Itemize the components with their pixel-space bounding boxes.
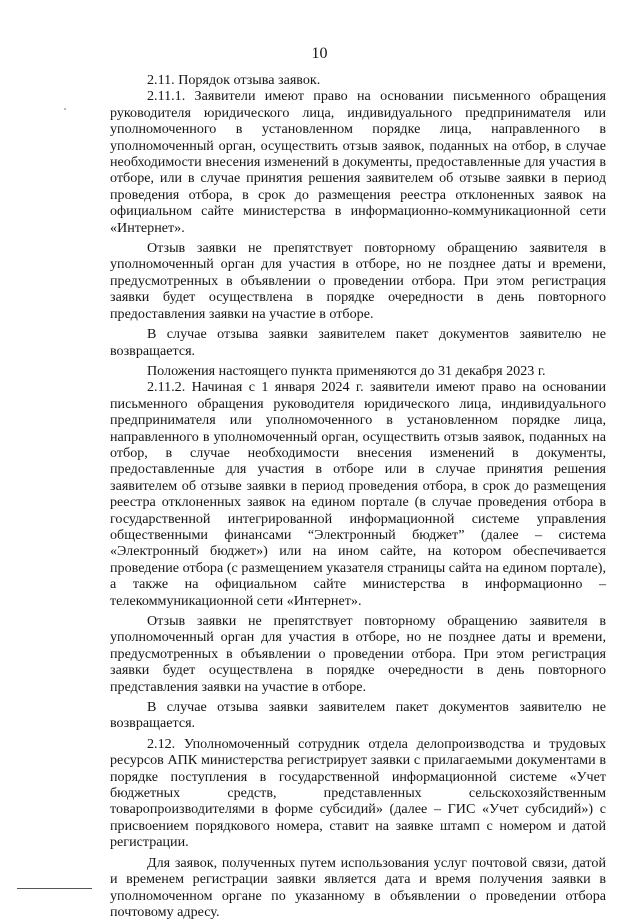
page-number: 10 [311,45,328,62]
paragraph-withdrawal-note-2: Отзыв заявки не препятствует повторному обращению заявителя в уполномоченный орган для участия в отборе, но не позднее даты и времени, предусмотренных в объявлении о проведении отбора. При этом регистрация заявки будет осуществлена в порядке очередности в день повторного представления заявки на участие в отборе. [110,613,606,695]
footnote-separator [17,888,92,889]
section-heading-2-11: 2.11. Порядок отзыва заявок. [147,72,321,88]
paragraph-2-11-2: 2.11.2. Начиная с 1 января 2024 г. заявители имеют право на основании письменного обращения руководителя юридического лица, индивидуального предпринимателя или уполномоченного в установленном порядке лица, направленного в уполномоченный орган, осуществить отзыв заявок, поданных на отбор, в случае необходимости внесения изменений в документы, предоставленные для участия в отборе или в случае принятия решения заявителем об отзыве заявки в период проведения отбора, в срок до размещения реестра отклоненных заявок на едином портале (в случае проведения отбора в государственной интегрированной информационной системе управления общественными финансами “Электронный бюджет” (далее – система «Электронный бюджет») или на ином сайте, на котором обеспечивается проведение отбора (с размещением указателя страницы сайта на едином портале), а также на официальном сайте министерства в информационно – телекоммуникационной сети «Интернет». [110,379,606,609]
paragraph-2-12: 2.12. Уполномоченный сотрудник отдела делопроизводства и трудовых ресурсов АПК министерства регистрирует заявки с прилагаемыми документами в порядке поступления в государственной информационной системе «Учет бюджетных средств, представленных сельскохозяйственным товаропроизводителями в форме субсидий» (далее – ГИС «Учет субсидий») с присвоением порядкового номера, ставит на заявке штамп с номером и датой регистрации. [110,735,606,851]
paragraph-documents-not-returned-1: В случае отзыва заявки заявителем пакет документов заявителю не возвращается. [110,326,606,359]
paragraph-documents-not-returned-2: В случае отзыва заявки заявителем пакет документов заявителю не возвращается. [110,699,606,732]
paragraph-withdrawal-note-1: Отзыв заявки не препятствует повторному обращению заявителя в уполномоченный орган для участия в отборе, но не позднее даты и времени, предусмотренных в объявлении о проведении отбора. При этом регистрация заявки будет осуществлена в порядке очередности в день повторного предоставления заявки на участие в отборе. [110,240,606,322]
paragraph-postal-registration: Для заявок, полученных путем использования услуг почтовой связи, датой и временем регистрации заявки является дата и время получения заявки в уполномоченном органе по указанному в объявлении о проведении отбора почтовому адресу. [110,854,606,920]
paragraph-validity-period: Положения настоящего пункта применяются до 31 декабря 2023 г. [147,362,546,379]
scan-speck [64,108,66,110]
document-body [110,72,606,920]
paragraph-2-11-1: 2.11.1. Заявители имеют право на основании письменного обращения руководителя юридического лица, индивидуального предпринимателя или уполномоченного в установленном порядке лица, направленного в уполномоченный орган, осуществить отзыв заявок, поданных на отбор, в случае необходимости внесения изменений в документы, предоставленные для участия в отборе, или в случае принятия решения заявителем об отзыве заявки в период проведения отбора, в срок до размещения реестра отклоненных заявок на официальном сайте министерства в информационно-коммуникационной сети «Интернет». [110,88,606,236]
